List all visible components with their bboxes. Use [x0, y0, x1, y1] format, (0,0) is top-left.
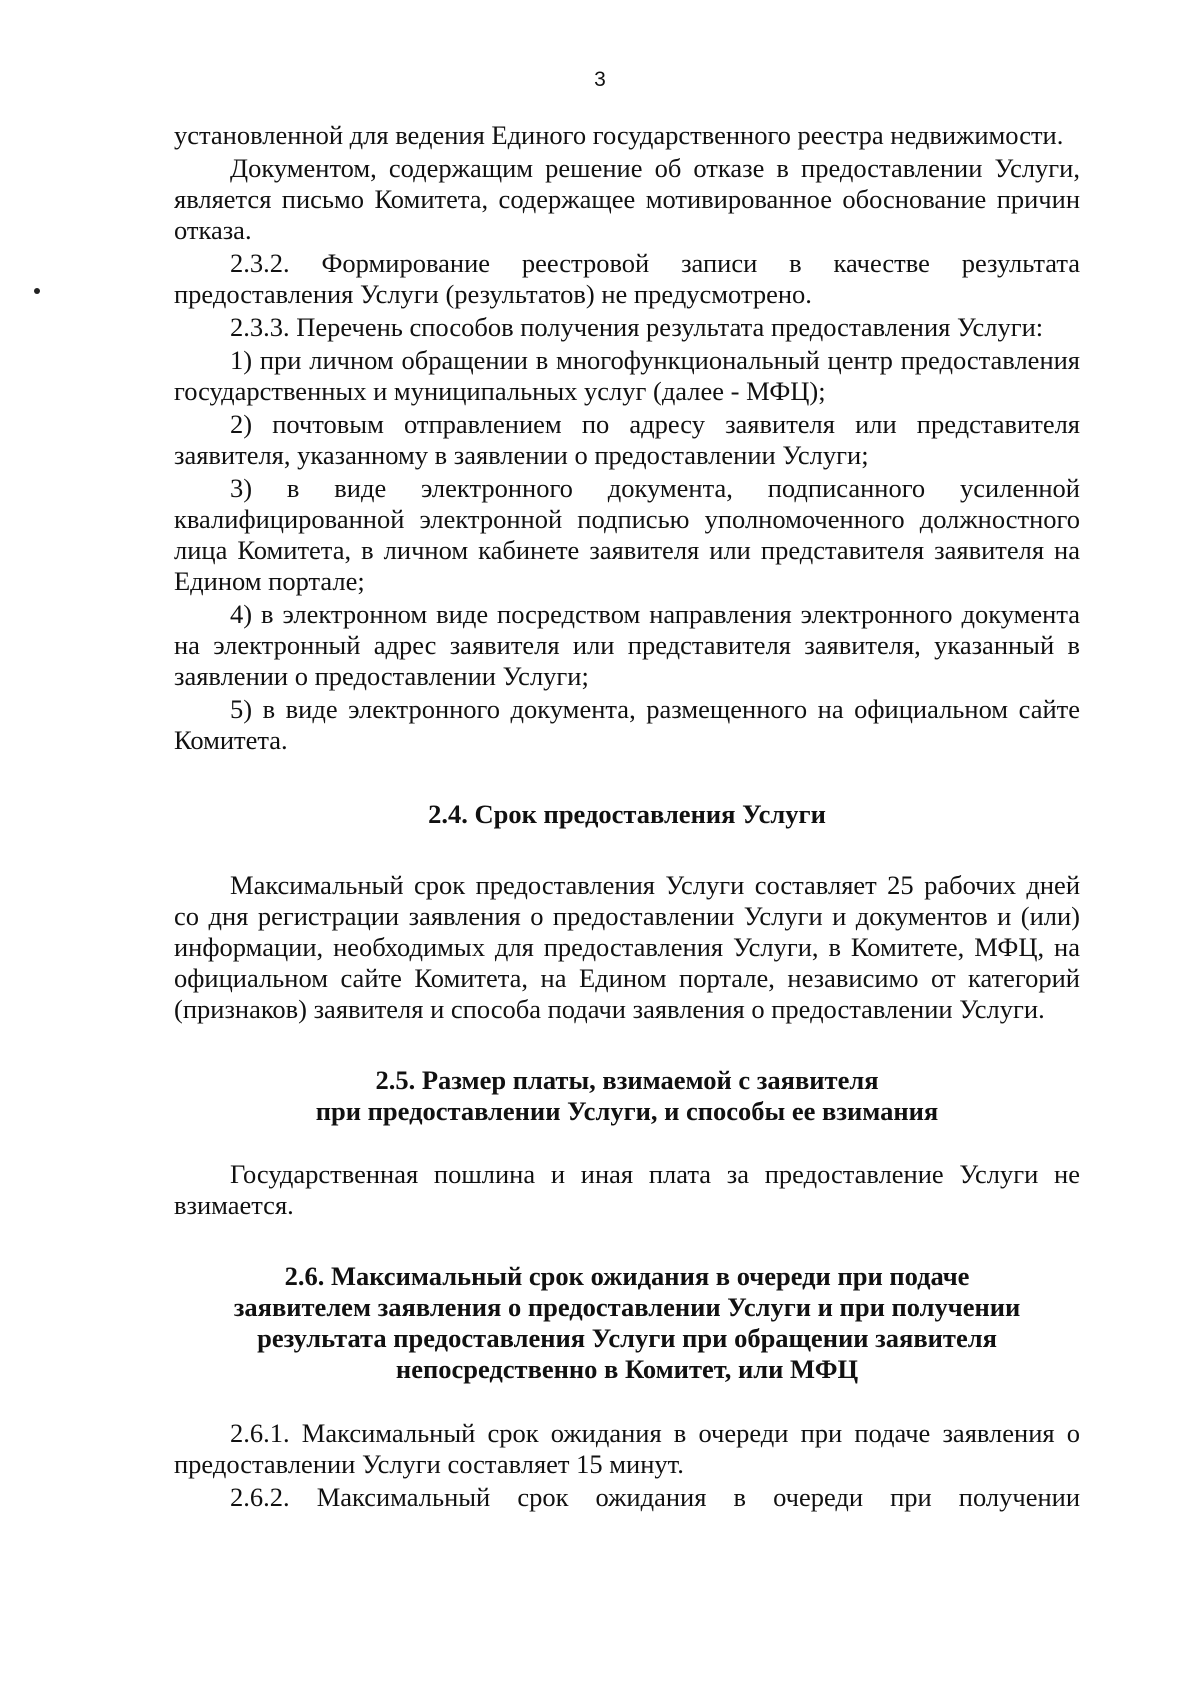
heading-2-6-line-1: 2.6. Максимальный срок ожидания в очереди при подаче [284, 1261, 970, 1291]
section-heading-2-5 [174, 1065, 1080, 1127]
list-item-3: 3) в виде электронного документа, подписанного усиленной квалифицированной электронной подписью уполномоченного должностного лица Комитета, в личном кабинете заявителя или представителя заявителя на Едином портале; [174, 473, 1080, 596]
paragraph-reestr: установленной для ведения Единого государственного реестра недвижимости. [174, 120, 1064, 150]
list-item-4: 4) в электронном виде посредством направления электронного документа на электронный адрес заявителя или представителя заявителя, указанный в заявлении о предоставлении Услуги; [174, 599, 1080, 691]
list-item-1: 1) при личном обращении в многофункциональный центр предоставления государственных и муниципальных услуг (далее - МФЦ); [174, 345, 1080, 406]
heading-2-6-line-2: заявителем заявления о предоставлении Услуги и при получении [233, 1292, 1021, 1322]
paragraph-2-5: Государственная пошлина и иная плата за предоставление Услуги не взимается. [174, 1159, 1080, 1220]
paragraph-refusal-document: Документом, содержащим решение об отказе в предоставлении Услуги, является письмо Комитета, содержащее мотивированное обоснование причин отказа. [174, 153, 1080, 245]
page-number: 3 [594, 68, 606, 91]
paragraph-2-3-3: 2.3.3. Перечень способов получения результата предоставления Услуги: [230, 312, 1044, 342]
paragraph-2-6-2: 2.6.2. Максимальный срок ожидания в очереди при получении [230, 1482, 1080, 1512]
paragraph-2-3-2: 2.3.2. Формирование реестровой записи в качестве результата предоставления Услуги (результатов) не предусмотрено. [174, 248, 1080, 309]
section-heading-2-4: 2.4. Срок предоставления Услуги [428, 799, 826, 829]
heading-2-5-line-1: 2.5. Размер платы, взимаемой с заявителя [375, 1065, 879, 1095]
heading-2-5-line-2: при предоставлении Услуги, и способы ее взимания [315, 1096, 939, 1126]
paragraph-2-6-1: 2.6.1. Максимальный срок ожидания в очереди при подаче заявления о предоставлении Услуги составляет 15 минут. [174, 1418, 1080, 1479]
heading-2-6-line-4: непосредственно в Комитет, или МФЦ [395, 1354, 859, 1384]
heading-2-6-line-3: результата предоставления Услуги при обращении заявителя [257, 1323, 997, 1353]
list-item-2: 2) почтовым отправлением по адресу заявителя или представителя заявителя, указанному в заявлении о предоставлении Услуги; [174, 409, 1080, 470]
paragraph-2-4: Максимальный срок предоставления Услуги составляет 25 рабочих дней со дня регистрации заявления о предоставлении Услуги и документов и (или) информации, необходимых для предоставления Услуги, в Комитете, МФЦ, на официальном сайте Комитета, на Едином портале, независимо от категорий (признаков) заявителя и способа подачи заявления о предоставлении Услуги. [174, 870, 1080, 1024]
margin-dot [34, 288, 40, 294]
page-content [174, 120, 1080, 1515]
section-heading-2-6 [174, 1261, 1080, 1385]
list-item-5: 5) в виде электронного документа, размещенного на официальном сайте Комитета. [174, 694, 1080, 755]
